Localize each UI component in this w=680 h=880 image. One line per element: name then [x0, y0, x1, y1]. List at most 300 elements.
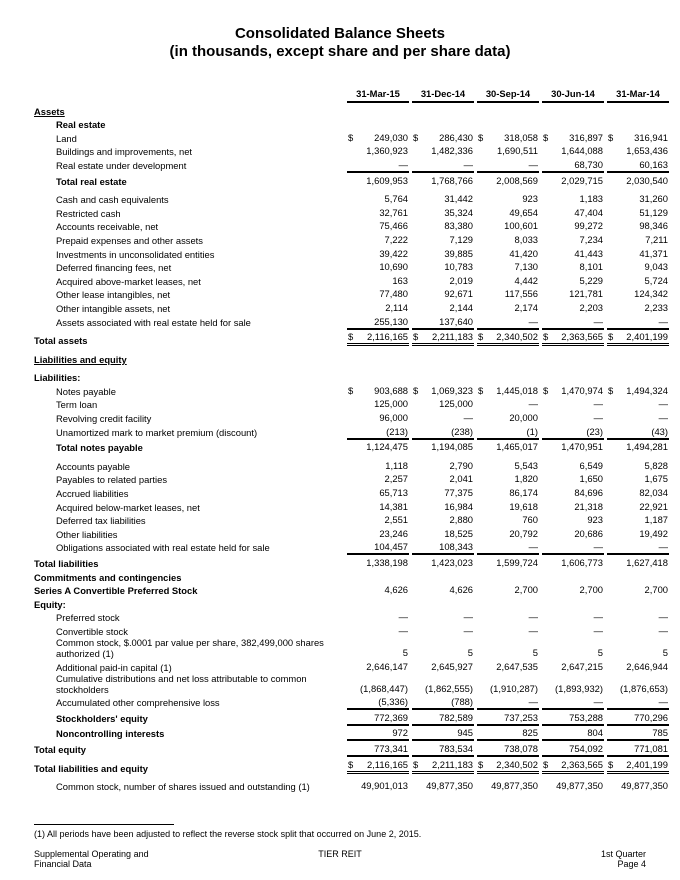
cell-value: 2,029,715 — [561, 174, 603, 186]
value-cell — [542, 472, 604, 486]
footnote: (1) All periods have been adjusted to reflect the reverse stock split that occurred on June 2, 2015. — [34, 829, 422, 839]
value-cell — [607, 192, 669, 206]
value-cell — [542, 673, 604, 695]
value-cell — [347, 410, 409, 424]
value-cell — [542, 458, 604, 472]
table-row — [34, 623, 669, 637]
cell-value: 5,543 — [514, 459, 538, 471]
cell-value: 2,174 — [514, 301, 538, 313]
cell-value: — — [593, 611, 603, 623]
row-label: Total assets — [34, 335, 88, 347]
value-cell — [607, 526, 669, 540]
value-cell — [412, 623, 474, 637]
cell-value: — — [528, 611, 538, 623]
cell-value: 1,423,023 — [431, 557, 473, 568]
value-cell — [412, 205, 474, 219]
cell-value: — — [463, 624, 473, 636]
cell-value: 2,008,569 — [496, 174, 538, 186]
empty-cell — [412, 117, 474, 131]
currency-symbol: $ — [608, 384, 614, 396]
value-cell — [477, 458, 539, 472]
cell-value: 7,129 — [449, 233, 473, 245]
footer-left-line2: Financial Data — [34, 859, 92, 869]
value-cell — [347, 260, 409, 274]
cell-value: 923 — [587, 514, 603, 526]
cell-value: (213) — [386, 425, 408, 437]
value-cell — [412, 724, 474, 740]
value-cell — [347, 287, 409, 301]
row-label: Equity: — [34, 598, 66, 610]
empty-cell — [607, 117, 669, 131]
value-cell — [607, 623, 669, 637]
cell-value: 2,340,502 — [496, 758, 538, 770]
value-cell — [412, 659, 474, 673]
cell-value: 1,768,766 — [431, 174, 473, 186]
cell-value: 2,647,215 — [561, 660, 603, 672]
value-cell — [347, 458, 409, 472]
currency-symbol: $ — [413, 131, 419, 143]
table-row — [34, 695, 669, 709]
cell-value: — — [658, 412, 668, 424]
row-label: Liabilities and equity — [34, 353, 127, 365]
cell-value: 8,033 — [514, 233, 538, 245]
cell-value: 16,984 — [444, 500, 473, 512]
row-label: Deferred financing fees, net — [56, 262, 172, 274]
value-cell — [607, 659, 669, 673]
value-cell — [607, 383, 669, 397]
cell-value: 5 — [532, 646, 538, 658]
value-cell — [542, 526, 604, 540]
value-cell — [347, 526, 409, 540]
value-cell — [542, 659, 604, 673]
cell-value: 2,211,183 — [431, 331, 473, 343]
cell-value: 1,650 — [579, 473, 603, 485]
row-label: Preferred stock — [56, 612, 120, 624]
cell-value: — — [398, 611, 408, 623]
cell-value: 51,129 — [639, 206, 668, 218]
value-cell — [542, 314, 604, 328]
row-label: Restricted cash — [56, 207, 121, 219]
row-label: Total equity — [34, 743, 86, 755]
row-label: Commitments and contingencies — [34, 571, 182, 583]
empty-cell — [607, 351, 669, 365]
currency-symbol: $ — [478, 331, 484, 343]
value-cell — [347, 623, 409, 637]
value-cell — [347, 328, 409, 347]
currency-symbol: $ — [348, 758, 354, 770]
row-label: Noncontrolling interests — [56, 728, 165, 740]
empty-cell — [477, 351, 539, 365]
value-cell — [412, 637, 474, 659]
value-cell — [542, 438, 604, 454]
cell-value: 68,730 — [574, 158, 603, 170]
row-label: Real estate — [56, 119, 106, 131]
value-cell — [477, 739, 539, 755]
value-cell — [542, 623, 604, 637]
cell-value: 77,480 — [379, 288, 408, 300]
value-cell — [477, 526, 539, 540]
cell-value: (788) — [451, 696, 473, 708]
cell-value: 86,174 — [509, 487, 538, 499]
column-header: 31-Mar-14 — [607, 87, 669, 103]
value-cell — [412, 513, 474, 527]
cell-value: 39,422 — [379, 247, 408, 259]
cell-value: 1,494,281 — [626, 441, 668, 453]
cell-value: — — [398, 158, 408, 170]
value-cell — [412, 755, 474, 774]
row-label: Liabilities: — [34, 372, 81, 384]
cell-value: — — [528, 315, 538, 327]
cell-value: 770,296 — [634, 711, 668, 723]
cell-value: — — [528, 398, 538, 410]
value-cell — [347, 130, 409, 144]
cell-value: 2,144 — [449, 301, 473, 313]
value-cell — [477, 438, 539, 454]
value-cell — [412, 424, 474, 438]
value-cell — [542, 724, 604, 740]
empty-cell — [607, 596, 669, 610]
cell-value: 35,324 — [444, 206, 473, 218]
cell-value: 18,525 — [444, 527, 473, 539]
cell-value: — — [463, 158, 473, 170]
cell-value: 5,229 — [579, 274, 603, 286]
cell-value: 22,921 — [639, 500, 668, 512]
value-cell — [412, 526, 474, 540]
value-cell — [347, 513, 409, 527]
row-label: Total notes payable — [56, 442, 143, 454]
cell-value: (1,893,932) — [555, 682, 603, 694]
table-row — [34, 569, 669, 583]
cell-value: 773,341 — [374, 742, 408, 754]
value-cell — [607, 695, 669, 709]
cell-value: 9,043 — [644, 261, 668, 273]
value-cell — [542, 553, 604, 569]
cell-value: 10,690 — [379, 261, 408, 273]
empty-cell — [542, 351, 604, 365]
cell-value: 2,700 — [644, 584, 668, 596]
value-cell — [477, 513, 539, 527]
empty-cell — [412, 370, 474, 384]
empty-cell — [347, 103, 409, 117]
row-label: Common stock, $.0001 par value per share, 382,499,000 shares authorized (1) — [56, 636, 324, 659]
cell-value: — — [528, 696, 538, 708]
table-row — [34, 499, 669, 513]
cell-value: 972 — [392, 727, 408, 739]
value-cell — [542, 397, 604, 411]
cell-value: 255,130 — [374, 315, 408, 327]
cell-value: 20,792 — [509, 527, 538, 539]
cell-value: — — [593, 541, 603, 553]
row-label: Real estate under development — [56, 159, 187, 171]
value-cell — [412, 553, 474, 569]
value-cell — [607, 540, 669, 554]
row-label: Accumulated other comprehensive loss — [56, 697, 220, 709]
value-cell — [412, 273, 474, 287]
table-row — [34, 314, 669, 328]
cell-value: 783,534 — [439, 742, 473, 754]
cell-value: 2,790 — [449, 459, 473, 471]
table-row — [34, 351, 669, 365]
value-cell — [477, 410, 539, 424]
cell-value: 2,646,147 — [366, 660, 408, 672]
row-label: Acquired above-market leases, net — [56, 275, 201, 287]
cell-value: 49,877,350 — [426, 780, 473, 792]
cell-value: 117,556 — [504, 288, 538, 300]
cell-value: 21,318 — [574, 500, 603, 512]
row-label: Prepaid expenses and other assets — [56, 234, 203, 246]
value-cell — [412, 260, 474, 274]
value-cell — [347, 424, 409, 438]
value-cell — [607, 583, 669, 597]
value-cell — [477, 553, 539, 569]
value-cell — [542, 287, 604, 301]
cell-value: 84,696 — [574, 487, 603, 499]
title: Consolidated Balance Sheets — [234, 25, 446, 42]
cell-value: — — [658, 624, 668, 636]
value-cell — [542, 540, 604, 554]
value-cell — [607, 755, 669, 774]
value-cell — [412, 157, 474, 171]
value-cell — [607, 637, 669, 659]
cell-value: 1,653,436 — [626, 145, 668, 157]
value-cell — [477, 260, 539, 274]
empty-cell — [412, 569, 474, 583]
cell-value: 8,101 — [579, 261, 603, 273]
row-label: Unamortized mark to market premium (discount) — [56, 426, 258, 438]
row-label: Buildings and improvements, net — [56, 146, 193, 158]
empty-cell — [542, 103, 604, 117]
cell-value: 5,724 — [644, 274, 668, 286]
cell-value: 163 — [392, 274, 408, 286]
cell-value: 2,340,502 — [496, 331, 538, 343]
value-cell — [412, 485, 474, 499]
empty-cell — [607, 370, 669, 384]
value-cell — [477, 144, 539, 158]
row-label: Accounts payable — [56, 460, 131, 472]
cell-value: 7,234 — [579, 233, 603, 245]
value-cell — [607, 458, 669, 472]
value-cell — [542, 583, 604, 597]
cell-value: 4,626 — [384, 584, 408, 596]
table-row — [34, 260, 669, 274]
cell-value: 286,430 — [439, 131, 473, 143]
cell-value: 1,606,773 — [561, 557, 603, 568]
cell-value: 2,401,199 — [626, 758, 668, 770]
value-cell — [412, 610, 474, 624]
value-cell — [347, 246, 409, 260]
value-cell — [347, 755, 409, 774]
cell-value: 2,551 — [384, 514, 408, 526]
table-row — [34, 458, 669, 472]
cell-value: 1,644,088 — [561, 145, 603, 157]
cell-value: 2,363,565 — [561, 331, 603, 343]
value-cell — [412, 314, 474, 328]
empty-cell — [607, 103, 669, 117]
row-label: Assets — [34, 105, 65, 117]
value-cell — [412, 232, 474, 246]
value-cell — [347, 779, 409, 793]
row-label: Series A Convertible Preferred Stock — [34, 585, 198, 597]
cell-value: 1,609,953 — [366, 174, 408, 186]
currency-symbol: $ — [478, 758, 484, 770]
currency-symbol: $ — [608, 331, 614, 343]
cell-value: 1,187 — [644, 514, 668, 526]
value-cell — [607, 708, 669, 724]
cell-value: 2,700 — [514, 584, 538, 596]
cell-value: 49,877,350 — [491, 780, 538, 792]
cell-value: — — [528, 541, 538, 553]
cell-value: (1,876,653) — [620, 682, 668, 694]
empty-cell — [347, 370, 409, 384]
value-cell — [542, 130, 604, 144]
value-cell — [347, 300, 409, 314]
currency-symbol: $ — [478, 131, 484, 143]
cell-value: 2,401,199 — [626, 331, 668, 343]
table-row — [34, 246, 669, 260]
row-label: Total real estate — [56, 175, 127, 187]
value-cell — [477, 540, 539, 554]
cell-value: 923 — [522, 193, 538, 205]
cell-value: (238) — [451, 425, 473, 437]
value-cell — [347, 659, 409, 673]
currency-symbol: $ — [413, 331, 419, 343]
value-cell — [347, 219, 409, 233]
table-row — [34, 300, 669, 314]
cell-value: 92,671 — [444, 288, 473, 300]
cell-value: 47,404 — [574, 206, 603, 218]
row-label: Total liabilities — [34, 558, 99, 569]
value-cell — [542, 171, 604, 187]
cell-value: 785 — [652, 727, 668, 739]
cell-value: 60,163 — [639, 158, 668, 170]
empty-cell — [542, 569, 604, 583]
value-cell — [347, 553, 409, 569]
cell-value: 1,627,418 — [626, 557, 668, 568]
table-row — [34, 397, 669, 411]
column-header: 30-Sep-14 — [477, 87, 539, 103]
value-cell — [347, 695, 409, 709]
cell-value: 754,092 — [569, 742, 603, 754]
cell-value: 20,686 — [574, 527, 603, 539]
cell-value: 316,897 — [569, 131, 603, 143]
cell-value: — — [528, 624, 538, 636]
value-cell — [607, 287, 669, 301]
cell-value: 772,369 — [374, 711, 408, 723]
cell-value: 2,646,944 — [626, 660, 668, 672]
cell-value: 249,030 — [374, 131, 408, 143]
empty-cell — [347, 569, 409, 583]
cell-value: — — [528, 158, 538, 170]
table-row — [34, 103, 669, 117]
table-row — [34, 526, 669, 540]
empty-cell — [477, 370, 539, 384]
value-cell — [477, 383, 539, 397]
value-cell — [477, 287, 539, 301]
value-cell — [542, 513, 604, 527]
empty-cell — [542, 117, 604, 131]
value-cell — [477, 192, 539, 206]
cell-value: 5 — [597, 646, 603, 658]
cell-value: 137,640 — [439, 315, 473, 327]
value-cell — [542, 485, 604, 499]
cell-value: 108,343 — [439, 541, 473, 553]
footnote-divider — [34, 824, 174, 825]
row-label: Land — [56, 132, 77, 144]
cell-value: 1,124,475 — [366, 441, 408, 453]
table-row — [34, 673, 669, 695]
value-cell — [607, 328, 669, 347]
currency-symbol: $ — [348, 131, 354, 143]
table-row — [34, 438, 669, 454]
value-cell — [607, 553, 669, 569]
value-cell — [607, 260, 669, 274]
cell-value: 1,069,323 — [431, 384, 473, 396]
cell-value: — — [658, 611, 668, 623]
table-row — [34, 540, 669, 554]
value-cell — [542, 499, 604, 513]
value-cell — [477, 314, 539, 328]
cell-value: 2,116,165 — [366, 331, 408, 343]
cell-value: 316,941 — [634, 131, 668, 143]
value-cell — [347, 499, 409, 513]
value-cell — [477, 273, 539, 287]
cell-value: 7,222 — [384, 233, 408, 245]
row-label: Other lease intangibles, net — [56, 289, 171, 301]
value-cell — [412, 144, 474, 158]
value-cell — [412, 739, 474, 755]
value-cell — [477, 499, 539, 513]
cell-value: 14,381 — [379, 500, 408, 512]
empty-cell — [347, 351, 409, 365]
cell-value: 7,130 — [514, 261, 538, 273]
table-row — [34, 472, 669, 486]
cell-value: 5 — [662, 646, 668, 658]
value-cell — [542, 157, 604, 171]
currency-symbol: $ — [543, 384, 549, 396]
cell-value: 5,764 — [384, 193, 408, 205]
cell-value: — — [593, 624, 603, 636]
cell-value: (1) — [526, 425, 538, 437]
value-cell — [542, 273, 604, 287]
table-row — [34, 659, 669, 673]
row-label: Acquired below-market leases, net — [56, 501, 200, 513]
page-title — [0, 25, 680, 61]
footer-center: TIER REIT — [318, 849, 362, 859]
value-cell — [412, 695, 474, 709]
cell-value: 125,000 — [374, 398, 408, 410]
value-cell — [607, 171, 669, 187]
cell-value: 49,877,350 — [621, 780, 668, 792]
value-cell — [412, 583, 474, 597]
row-label: Stockholders' equity — [56, 712, 148, 724]
value-cell — [477, 424, 539, 438]
value-cell — [477, 637, 539, 659]
balance-sheet-table — [34, 87, 669, 792]
cell-value: 1,360,923 — [366, 145, 408, 157]
value-cell — [607, 130, 669, 144]
table-row — [34, 192, 669, 206]
cell-value: 41,371 — [639, 247, 668, 259]
value-cell — [542, 755, 604, 774]
footer-left-line1: Supplemental Operating and — [34, 849, 149, 859]
table-row — [34, 708, 669, 724]
row-label: Deferred tax liabilities — [56, 515, 146, 527]
footer-right-line1: 1st Quarter — [600, 849, 646, 859]
row-label: Other liabilities — [56, 528, 118, 540]
value-cell — [347, 192, 409, 206]
value-cell — [607, 144, 669, 158]
cell-value: — — [593, 696, 603, 708]
